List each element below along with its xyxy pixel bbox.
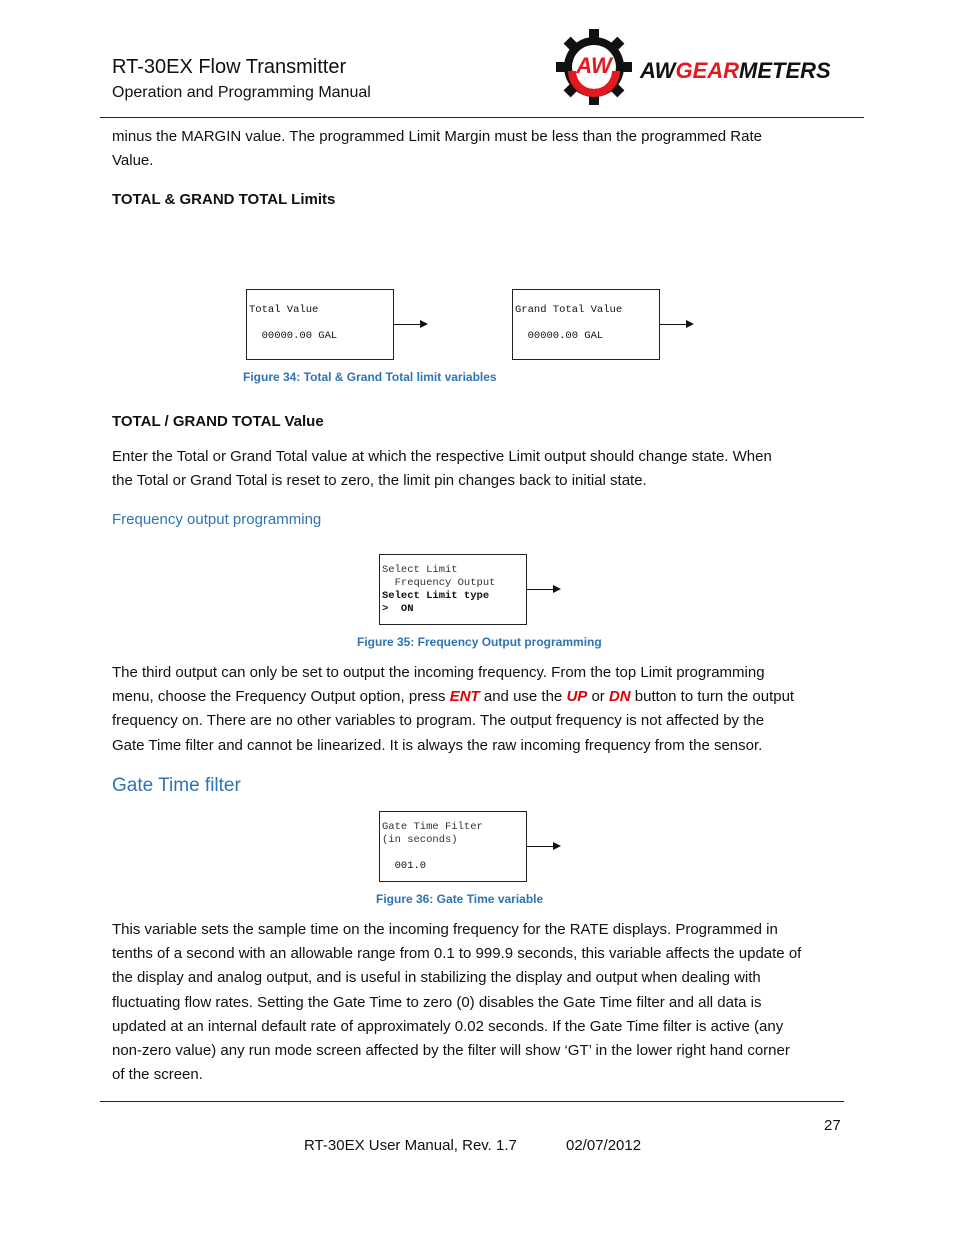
paragraph-line: the Total or Grand Total is reset to zero, the limit pin changes back to initial state.: [112, 472, 647, 490]
paragraph-line: tenths of a second with an allowable range from 0.1 to 999.9 seconds, this variable affects the update of: [112, 945, 802, 963]
lcd-frequency-output: [379, 554, 527, 625]
logo-aw-text: AW: [640, 58, 676, 83]
lcd-line: Total Value: [249, 304, 319, 316]
total-value-paragraph: [112, 445, 847, 493]
arrow-line: [394, 324, 420, 325]
paragraph-line: The third output can only be set to output the incoming frequency. From the top Limit programming: [112, 664, 765, 681]
lcd-line: (in seconds): [382, 834, 458, 846]
document-subtitle: Operation and Programming Manual: [112, 84, 371, 101]
lcd-total-value: [246, 289, 394, 360]
keyword-dn: DN: [608, 688, 631, 706]
paragraph-line: Gate Time filter and cannot be linearized. It is always the raw incoming frequency from the sensor.: [112, 736, 763, 754]
logo-meters-text: METERS: [739, 58, 831, 83]
keyword-up: UP: [566, 688, 588, 706]
lcd-line: > ON: [382, 603, 414, 615]
paragraph-line: non-zero value) any run mode screen affected by the filter will show ‘GT’ in the lower right hand corner: [112, 1042, 790, 1060]
frequency-paragraph: [112, 661, 847, 758]
paragraph-line: updated at an internal default rate of approximately 0.02 seconds. If the Gate Time filter is active (any: [112, 1017, 784, 1035]
paragraph-line: the display and analog output, and is useful in stabilizing the display and output when dealing with: [112, 969, 761, 987]
paragraph-line: of the screen.: [112, 1066, 203, 1084]
svg-text:AWGEARMETERS: [639, 58, 831, 83]
logo-gear-text: GEAR: [675, 58, 740, 83]
section-heading-frequency: Frequency output programming: [112, 511, 322, 528]
header-divider: [100, 117, 864, 118]
arrow-line: [527, 589, 553, 590]
footer-manual-revision: RT-30EX User Manual, Rev. 1.7: [304, 1137, 517, 1154]
arrow-line: [527, 846, 553, 847]
lcd-line: 00000.00 GAL: [249, 330, 338, 342]
lcd-line: Select Limit type: [382, 590, 490, 602]
intro-paragraph: [112, 125, 847, 173]
figure-caption-34: Figure 34: Total & Grand Total limit variables: [243, 370, 497, 384]
aw-gear-meters-logo: [556, 28, 846, 106]
paragraph-line: fluctuating flow rates. Setting the Gate Time to zero (0) disables the Gate Time filter and all data is: [112, 993, 762, 1011]
paragraph-line: This variable sets the sample time on the incoming frequency for the RATE displays. Programmed in: [112, 921, 778, 938]
figure-caption-36: Figure 36: Gate Time variable: [376, 892, 544, 906]
arrow-right-icon: [686, 320, 694, 328]
document-title: RT-30EX Flow Transmitter: [112, 56, 347, 78]
section-heading-gate-time: Gate Time filter: [112, 775, 241, 796]
lcd-grand-total-value: [512, 289, 660, 360]
figure-caption-35: Figure 35: Frequency Output programming: [357, 635, 602, 649]
lcd-gate-time: [379, 811, 527, 882]
page-number: 27: [824, 1117, 841, 1134]
arrow-right-icon: [420, 320, 428, 328]
gate-time-paragraph: [112, 918, 847, 1087]
keyword-ent: ENT: [449, 688, 480, 706]
footer-date: 02/07/2012: [566, 1137, 642, 1154]
lcd-line: Select Limit: [382, 564, 458, 576]
arrow-right-icon: [553, 842, 561, 850]
footer-divider: [100, 1101, 844, 1102]
paragraph-line: Enter the Total or Grand Total value at which the respective Limit output should change state. When: [112, 448, 772, 465]
lcd-line: 001.0: [382, 860, 427, 872]
section-heading-total-limits: TOTAL & GRAND TOTAL Limits: [112, 191, 336, 208]
arrow-right-icon: [553, 585, 561, 593]
paragraph-line: frequency on. There are no other variables to program. The output frequency is not affected by the: [112, 712, 765, 730]
lcd-line: 00000.00 GAL: [515, 330, 604, 342]
arrow-line: [660, 324, 686, 325]
lcd-line: Frequency Output: [382, 577, 496, 589]
gear-emblem-icon: [556, 28, 846, 106]
section-heading-total-value: TOTAL / GRAND TOTAL Value: [112, 413, 324, 430]
lcd-line: Grand Total Value: [515, 304, 623, 316]
svg-text:AW: AW: [576, 53, 612, 78]
intro-line-2: Value.: [112, 152, 154, 170]
intro-line-1: minus the MARGIN value. The programmed Limit Margin must be less than the programmed Rate: [112, 128, 762, 145]
lcd-line: Gate Time Filter: [382, 821, 483, 833]
paragraph-line: menu, choose the Frequency Output option, press ENT and use the UP or DN button to turn the output: [112, 688, 795, 706]
